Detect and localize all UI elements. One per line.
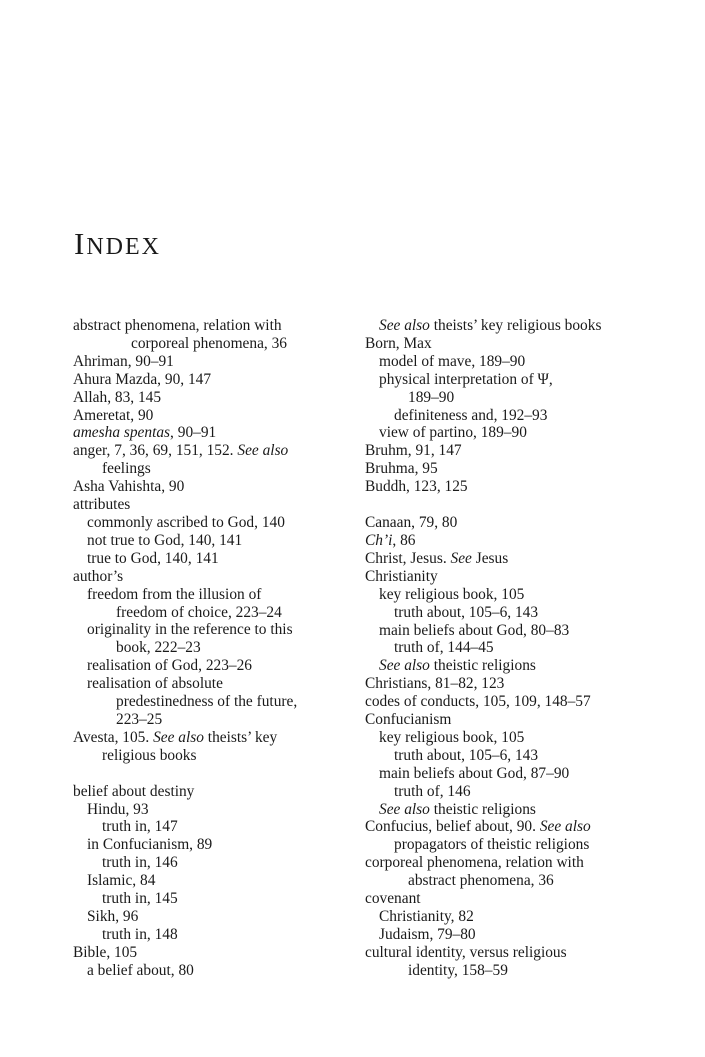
index-entry-text: 189–90	[408, 388, 455, 406]
index-entry	[73, 872, 355, 890]
index-entry-text: anger, 7, 36, 69, 151, 152.	[73, 442, 238, 460]
index-entry-text: Asha Vahishta, 90	[73, 478, 185, 496]
index-entry-text: realisation of God, 223–26	[87, 657, 252, 675]
index-entry-text: model of mave, 189–90	[379, 352, 526, 370]
index-entry	[73, 460, 355, 478]
index-entry	[73, 639, 355, 657]
index-entry-text: true to God, 140, 141	[87, 549, 219, 567]
index-entry-text: See also	[379, 657, 430, 675]
index-entry-text: Judaism, 79–80	[379, 925, 476, 943]
index-entry-text: See also	[539, 818, 591, 836]
index-entry-text: Canaan, 79, 80	[365, 514, 458, 532]
index-entry	[73, 532, 355, 550]
index-entry	[365, 872, 665, 890]
index-entry	[73, 890, 355, 908]
index-entry-text: , 90–91	[170, 424, 217, 442]
index-entry	[365, 890, 665, 908]
index-entry	[73, 586, 355, 604]
index-entry	[365, 550, 665, 568]
index-entry-text: abstract phenomena, relation with	[73, 317, 282, 334]
index-entry-text: Christ, Jesus.	[365, 549, 451, 567]
index-entry-text: See also	[379, 800, 430, 818]
index-entry-text: main beliefs about God, 80–83	[379, 621, 570, 639]
index-entry-text: definiteness and, 192–93	[394, 406, 548, 424]
index-entry-text: freedom of choice, 223–24	[116, 603, 282, 621]
index-entry-text: theistic religions	[429, 800, 536, 818]
index-entry-text: truth in, 148	[102, 925, 178, 943]
index-entry	[73, 926, 355, 944]
index-entry-text: Born, Max	[365, 334, 432, 352]
index-letter-gap	[73, 765, 355, 783]
index-entry-text: not true to God, 140, 141	[87, 531, 243, 549]
index-entry-text: Confucianism	[365, 711, 452, 729]
index-entry	[73, 550, 355, 568]
index-entry-text: , 86	[392, 531, 416, 549]
index-entry-text: theistic religions	[429, 657, 536, 675]
index-entry	[365, 926, 665, 944]
index-entry-text: codes of conducts, 105, 109, 148–57	[365, 693, 591, 711]
index-entry	[365, 729, 665, 747]
index-entry	[73, 389, 355, 407]
index-entry	[365, 371, 665, 389]
index-entry	[73, 944, 355, 962]
index-entry-text: propagators of theistic religions	[394, 836, 590, 854]
index-entry-text: Islamic, 84	[87, 872, 156, 890]
index-entry-text: cultural identity, versus religious	[365, 943, 567, 961]
index-entry-text: Sikh, 96	[87, 908, 139, 925]
index-entry	[73, 801, 355, 819]
index-entry-text: truth in, 145	[102, 890, 178, 908]
index-entry	[365, 908, 665, 926]
page-title	[74, 228, 161, 259]
index-entry	[365, 407, 665, 425]
index-entry-text: physical interpretation of Ψ,	[379, 370, 553, 388]
index-entry-text: freedom from the illusion of	[87, 585, 262, 603]
index-entry-text: key religious book, 105	[379, 728, 525, 746]
index-column-right	[365, 317, 665, 980]
index-entry	[73, 657, 355, 675]
index-entry	[73, 568, 355, 586]
index-entry	[73, 335, 355, 353]
index-entry-text: commonly ascribed to God, 140	[87, 513, 285, 531]
index-entry-text: Avesta, 105.	[73, 728, 154, 746]
index-entry-text: Confucius, belief about, 90.	[365, 818, 540, 836]
index-entry-text: truth in, 146	[102, 854, 178, 872]
index-entry	[365, 783, 665, 801]
index-entry-text: Bible, 105	[73, 943, 138, 961]
index-entry-text: Ahriman, 90–91	[73, 352, 174, 370]
index-entry-text: Ameretat, 90	[73, 406, 154, 424]
index-entry-text: See also	[237, 442, 289, 460]
index-entry-text: See also	[153, 728, 204, 746]
index-entry	[365, 693, 665, 711]
index-entry-text: key religious book, 105	[379, 585, 525, 603]
index-entry	[365, 801, 665, 819]
title-initial: I	[74, 226, 87, 261]
index-entry-text: view of partino, 189–90	[379, 424, 527, 442]
index-entry-text: truth about, 105–6, 143	[394, 746, 539, 764]
index-entry-text: corporeal phenomena, 36	[131, 334, 287, 352]
index-entry-text: Bruhma, 95	[365, 460, 438, 478]
index-entry-text: in Confucianism, 89	[87, 836, 213, 854]
index-entry	[365, 442, 665, 460]
index-entry	[73, 783, 355, 801]
index-entry-text: theists’ key religious books	[429, 317, 602, 334]
index-entry-text: covenant	[365, 890, 421, 908]
index-entry	[365, 622, 665, 640]
index-entry-text: Buddh, 123, 125	[365, 478, 468, 496]
index-entry	[365, 532, 665, 550]
index-column-left	[73, 317, 355, 980]
index-entry	[365, 747, 665, 765]
index-entry-text: 223–25	[116, 710, 163, 728]
index-entry	[73, 908, 355, 926]
index-entry-text: feelings	[102, 460, 151, 478]
index-entry	[365, 854, 665, 872]
index-entry-text: Jesus	[471, 549, 509, 567]
index-entry	[365, 836, 665, 854]
index-entry-text: Christians, 81–82, 123	[365, 675, 505, 693]
index-entry-text: book, 222–23	[116, 639, 201, 657]
index-entry-text: author’s	[73, 567, 124, 585]
index-entry-text: Hindu, 93	[87, 800, 149, 818]
index-entry	[365, 335, 665, 353]
index-entry	[73, 442, 355, 460]
index-entry	[365, 353, 665, 371]
index-entry-text: See	[450, 549, 472, 567]
title-rest: NDEX	[86, 234, 161, 260]
index-entry-text: truth of, 144–45	[394, 639, 494, 657]
index-entry	[73, 621, 355, 639]
index-entry	[73, 604, 355, 622]
index-entry-text: Bruhm, 91, 147	[365, 442, 462, 460]
index-entry	[365, 317, 665, 335]
index-entry-text: originality in the reference to this	[87, 621, 293, 639]
index-entry-text: Allah, 83, 145	[73, 388, 162, 406]
index-entry	[73, 496, 355, 514]
index-entry-text: religious books	[102, 746, 197, 764]
index-entry-text: realisation of absolute	[87, 675, 223, 693]
index-entry	[73, 424, 355, 442]
index-entry	[73, 514, 355, 532]
index-entry-text: abstract phenomena, 36	[408, 872, 554, 890]
index-entry	[73, 317, 355, 335]
index-entry	[365, 765, 665, 783]
index-entry-text: Christianity, 82	[379, 908, 474, 925]
index-entry-text: amesha spentas	[73, 424, 171, 442]
index-entry	[73, 371, 355, 389]
index-entry	[73, 711, 355, 729]
index-entry-text: truth about, 105–6, 143	[394, 603, 539, 621]
index-entry-text: belief about destiny	[73, 782, 195, 800]
index-entry	[365, 962, 665, 980]
index-entry	[365, 675, 665, 693]
index-entry-text: main beliefs about God, 87–90	[379, 764, 570, 782]
index-entry-text: Ch’i	[365, 531, 393, 549]
index-entry	[73, 818, 355, 836]
index-entry-text: a belief about, 80	[87, 961, 194, 979]
index-entry-text: identity, 158–59	[408, 961, 508, 979]
index-entry	[365, 639, 665, 657]
index-entry	[365, 424, 665, 442]
index-entry	[365, 514, 665, 532]
index-entry	[73, 478, 355, 496]
index-entry	[365, 568, 665, 586]
index-entry	[73, 407, 355, 425]
index-entry	[73, 675, 355, 693]
index-entry	[73, 729, 355, 747]
index-entry	[365, 604, 665, 622]
index-entry	[73, 747, 355, 765]
index-entry-text: corporeal phenomena, relation with	[365, 854, 584, 872]
index-entry	[365, 711, 665, 729]
index-letter-gap	[365, 496, 665, 514]
index-entry	[365, 586, 665, 604]
index-entry	[365, 478, 665, 496]
index-entry	[73, 962, 355, 980]
index-entry	[73, 854, 355, 872]
index-entry	[365, 657, 665, 675]
index-entry-text: See also	[379, 317, 430, 334]
index-entry-text: truth of, 146	[394, 782, 471, 800]
index-entry	[365, 460, 665, 478]
index-entry-text: attributes	[73, 496, 131, 514]
index-entry-text: predestinedness of the future,	[116, 693, 298, 711]
index-entry	[73, 693, 355, 711]
index-entry	[365, 818, 665, 836]
index-entry	[365, 944, 665, 962]
index-entry	[73, 353, 355, 371]
index-entry-text: theists’ key	[203, 728, 278, 746]
index-entry-text: Ahura Mazda, 90, 147	[73, 370, 212, 388]
index-entry-text: truth in, 147	[102, 818, 178, 836]
index-entry	[365, 389, 665, 407]
index-entry	[73, 836, 355, 854]
index-entry-text: Christianity	[365, 567, 438, 585]
